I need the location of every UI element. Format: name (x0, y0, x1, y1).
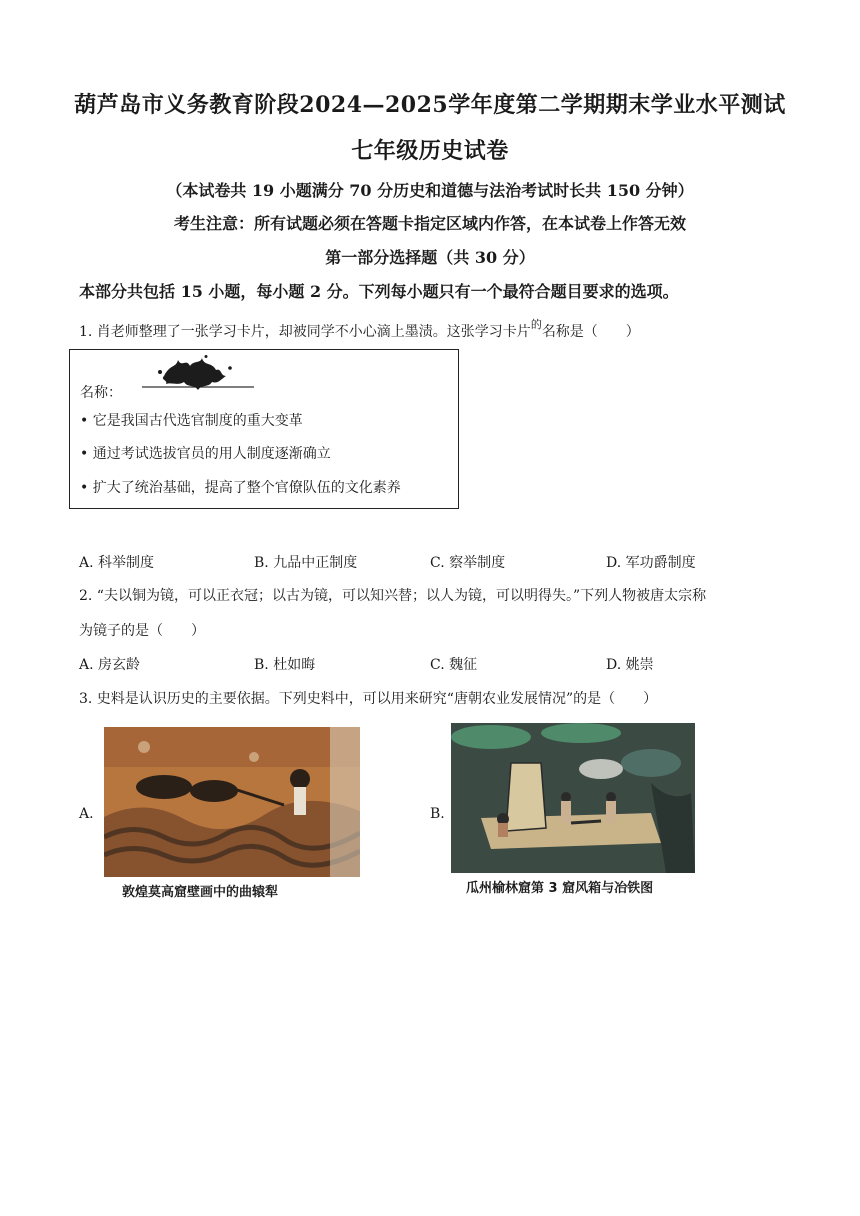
q1-stem-superscript: 的 (530, 318, 542, 331)
q2-stem-line1: 2. “夫以铜为镜，可以正衣冠；以古为镜，可以知兴替；以人为镜，可以明得失。”下列人物被唐太宗称 (79, 588, 707, 604)
exam-info: （本试卷共 19 小题满分 70 分历史和道德与法治考试时长共 150 分钟） (166, 181, 694, 200)
part-instruction: 本部分共包括 15 小题，每小题 2 分。下列每小题只有一个最符合题目要求的选项。 (79, 282, 679, 301)
q2-option-a[interactable]: A. 房玄龄 (79, 657, 141, 673)
exam-notice: 考生注意：所有试题必须在答题卡指定区域内作答，在本试卷上作答无效 (173, 214, 686, 233)
card-point-1: • 它是我国古代选官制度的重大变革 (80, 413, 303, 429)
q1-option-d[interactable]: D. 军功爵制度 (606, 555, 696, 571)
exam-title-line1: 葫芦岛市义务教育阶段2024—2025学年度第二学期期末学业水平测试 (74, 92, 786, 118)
study-card (69, 349, 459, 509)
q3-option-a-label[interactable]: A. (79, 806, 94, 822)
card-name-label: 名称： (80, 385, 122, 401)
q3-stem: 3. 史料是认识历史的主要依据。下列史料中，可以用来研究“唐朝农业发展情况”的是（ ） (79, 691, 658, 707)
ink-blot-icon (142, 354, 262, 396)
q2-stem-line2: 为镜子的是（ ） (79, 623, 205, 639)
q3-option-b-label[interactable]: B. (430, 806, 445, 822)
q1-stem (79, 318, 640, 341)
card-point-3: • 扩大了统治基础，提高了整个官僚队伍的文化素养 (80, 480, 401, 496)
q2-option-c[interactable]: C. 魏征 (430, 657, 478, 673)
q1-option-c[interactable]: C. 察举制度 (430, 555, 506, 571)
part-heading: 第一部分选择题（共 30 分） (325, 248, 535, 267)
mural-bellows-image (451, 723, 695, 873)
card-point-2: • 通过考试选拔官员的用人制度逐渐确立 (80, 446, 331, 462)
q2-option-b[interactable]: B. 杜如晦 (254, 657, 316, 673)
q1-option-a[interactable]: A. 科举制度 (79, 555, 155, 571)
q1-stem-text-b: 名称是（ ） (541, 324, 640, 340)
q1-stem-text-a: 1. 肖老师整理了一张学习卡片，却被同学不小心滴上墨渍。这张学习卡片 (79, 324, 531, 340)
caption-a: 敦煌莫高窟壁画中的曲辕犁 (122, 885, 279, 900)
q1-option-b[interactable]: B. 九品中正制度 (254, 555, 358, 571)
q2-option-d[interactable]: D. 姚崇 (606, 657, 654, 673)
mural-plow-image (104, 727, 360, 877)
exam-title-line2: 七年级历史试卷 (351, 138, 509, 164)
caption-b: 瓜州榆林窟第 3 窟风箱与冶铁图 (466, 881, 654, 896)
